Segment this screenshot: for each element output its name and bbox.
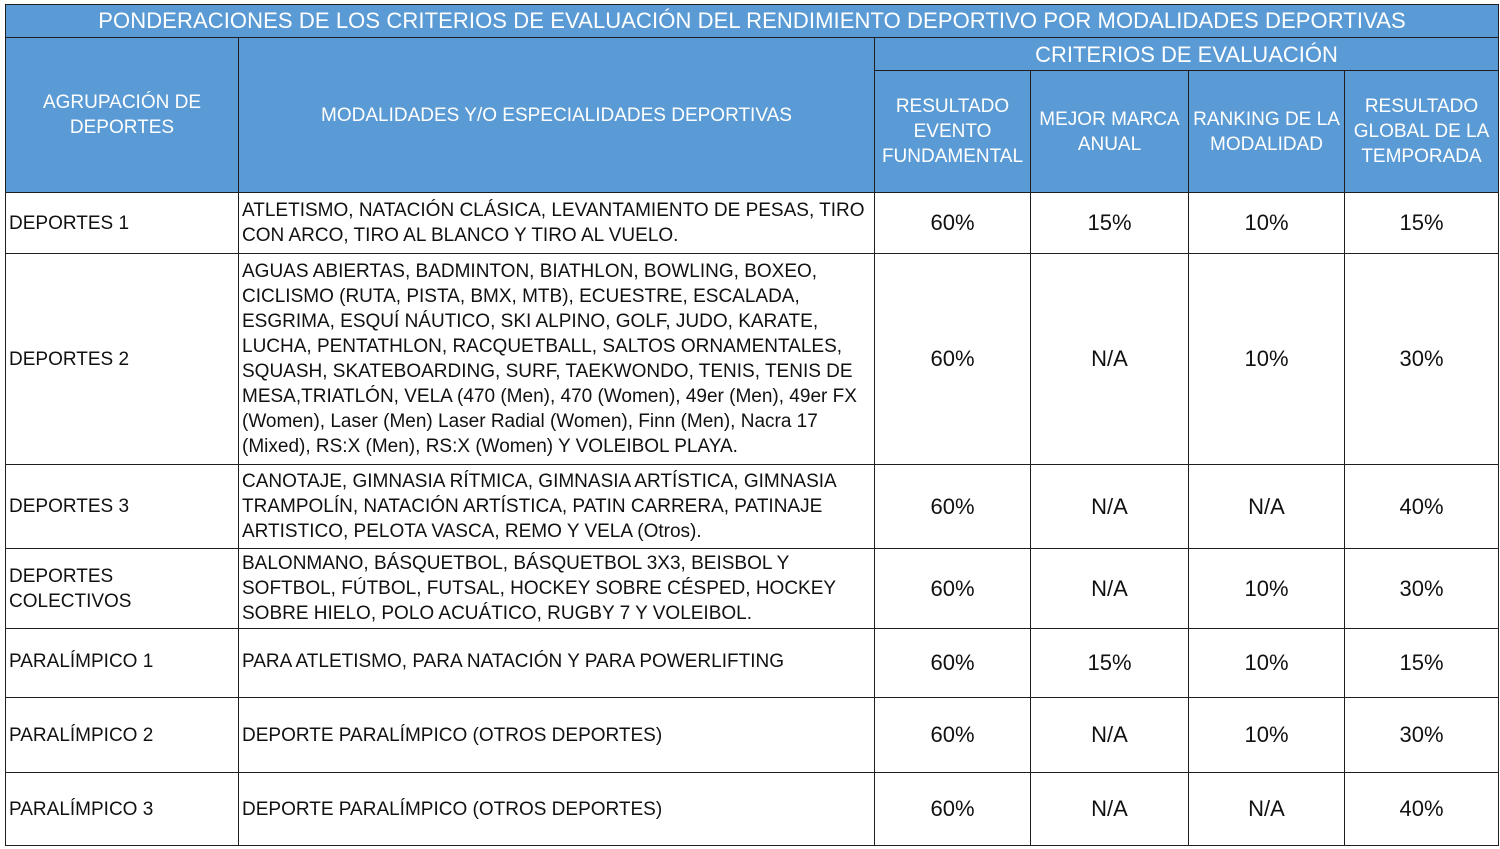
mejor-marca-cell: N/A	[1031, 773, 1189, 846]
header-row-1	[6, 38, 1499, 71]
resultado-global-cell: 15%	[1345, 193, 1499, 254]
resultado-evento-cell: 60%	[875, 549, 1031, 629]
header-mejor-marca: MEJOR MARCA ANUAL	[1031, 71, 1189, 193]
modalities-cell: AGUAS ABIERTAS, BADMINTON, BIATHLON, BOWLING, BOXEO, CICLISMO (RUTA, PISTA, BMX, MTB), ECUESTRE, ESCALADA, ESGRIMA, ESQUÍ NÁUTICO, SKI ALPINO, GOLF, JUDO, KARATE, LUCHA, PENTATHLON, RACQUETBALL, SALTOS ORNAMENTALES, SQUASH, SKATEBOARDING, SURF, TAEKWONDO, TENIS, TENIS DE MESA,TRIATLÓN, VELA (470 (Men), 470 (Women), 49er (Men), 49er FX (Women), Laser (Men) Laser Radial (Women), Finn (Men), Nacra 17 (Mixed), RS:X (Men), RS:X (Women) Y VOLEIBOL PLAYA.	[239, 254, 875, 465]
group-cell	[6, 549, 239, 629]
table-row	[6, 254, 1499, 465]
group-cell: DEPORTES 1	[6, 193, 239, 254]
resultado-global-cell: 30%	[1345, 254, 1499, 465]
mejor-marca-cell: N/A	[1031, 465, 1189, 549]
mejor-marca-cell: 15%	[1031, 193, 1189, 254]
resultado-global-cell: 15%	[1345, 629, 1499, 698]
group-cell: DEPORTES 2	[6, 254, 239, 465]
resultado-evento-cell: 60%	[875, 193, 1031, 254]
resultado-global-cell: 40%	[1345, 465, 1499, 549]
header-resultado-global: RESULTADO GLOBAL DE LA TEMPORADA	[1345, 71, 1499, 193]
header-resultado-evento: RESULTADO EVENTO FUNDAMENTAL	[875, 71, 1031, 193]
ranking-cell: 10%	[1189, 629, 1345, 698]
modalities-cell: ATLETISMO, NATACIÓN CLÁSICA, LEVANTAMIENTO DE PESAS, TIRO CON ARCO, TIRO AL BLANCO Y TIRO AL VUELO.	[239, 193, 875, 254]
table-row	[6, 629, 1499, 698]
mejor-marca-cell: 15%	[1031, 629, 1189, 698]
header-ranking: RANKING DE LA MODALIDAD	[1189, 71, 1345, 193]
header-modalidades: MODALIDADES Y/O ESPECIALIDADES DEPORTIVAS	[239, 38, 875, 193]
mejor-marca-cell: N/A	[1031, 254, 1189, 465]
ranking-cell: 10%	[1189, 254, 1345, 465]
header-criterios: CRITERIOS DE EVALUACIÓN	[875, 38, 1499, 71]
resultado-global-cell: 30%	[1345, 549, 1499, 629]
title-row	[6, 5, 1499, 38]
modalities-cell: BALONMANO, BÁSQUETBOL, BÁSQUETBOL 3X3, BEISBOL Y SOFTBOL, FÚTBOL, FUTSAL, HOCKEY SOBRE CÉSPED, HOCKEY SOBRE HIELO, POLO ACUÁTICO, RUGBY 7 Y VOLEIBOL.	[239, 549, 875, 629]
resultado-evento-cell: 60%	[875, 773, 1031, 846]
mejor-marca-cell: N/A	[1031, 549, 1189, 629]
header-agrupacion: AGRUPACIÓN DE DEPORTES	[6, 38, 239, 193]
resultado-evento-cell: 60%	[875, 254, 1031, 465]
ranking-cell: N/A	[1189, 773, 1345, 846]
resultado-global-cell: 40%	[1345, 773, 1499, 846]
modalities-cell: PARA ATLETISMO, PARA NATACIÓN Y PARA POWERLIFTING	[239, 629, 875, 698]
resultado-evento-cell: 60%	[875, 629, 1031, 698]
criteria-table	[5, 4, 1499, 846]
ranking-cell: 10%	[1189, 193, 1345, 254]
table-row	[6, 549, 1499, 629]
resultado-evento-cell: 60%	[875, 465, 1031, 549]
group-cell: PARALÍMPICO 2	[6, 698, 239, 773]
table-row	[6, 698, 1499, 773]
table-row	[6, 773, 1499, 846]
modalities-cell: CANOTAJE, GIMNASIA RÍTMICA, GIMNASIA ARTÍSTICA, GIMNASIA TRAMPOLÍN, NATACIÓN ARTÍSTICA, PATIN CARRERA, PATINAJE ARTISTICO, PELOTA VASCA, REMO Y VELA (Otros).	[239, 465, 875, 549]
table-row	[6, 465, 1499, 549]
group-cell: PARALÍMPICO 1	[6, 629, 239, 698]
ranking-cell: 10%	[1189, 698, 1345, 773]
modalities-cell: DEPORTE PARALÍMPICO (OTROS DEPORTES)	[239, 698, 875, 773]
group-cell: PARALÍMPICO 3	[6, 773, 239, 846]
resultado-global-cell: 30%	[1345, 698, 1499, 773]
group-cell: DEPORTES 3	[6, 465, 239, 549]
modalities-cell: DEPORTE PARALÍMPICO (OTROS DEPORTES)	[239, 773, 875, 846]
mejor-marca-cell: N/A	[1031, 698, 1189, 773]
evaluation-weights-table	[5, 4, 1498, 846]
table-title: PONDERACIONES DE LOS CRITERIOS DE EVALUACIÓN DEL RENDIMIENTO DEPORTIVO POR MODALIDADES DEPORTIVAS	[6, 5, 1499, 38]
ranking-cell: 10%	[1189, 549, 1345, 629]
ranking-cell: N/A	[1189, 465, 1345, 549]
resultado-evento-cell: 60%	[875, 698, 1031, 773]
group-label: DEPORTES COLECTIVOS	[9, 565, 132, 612]
table-row	[6, 193, 1499, 254]
